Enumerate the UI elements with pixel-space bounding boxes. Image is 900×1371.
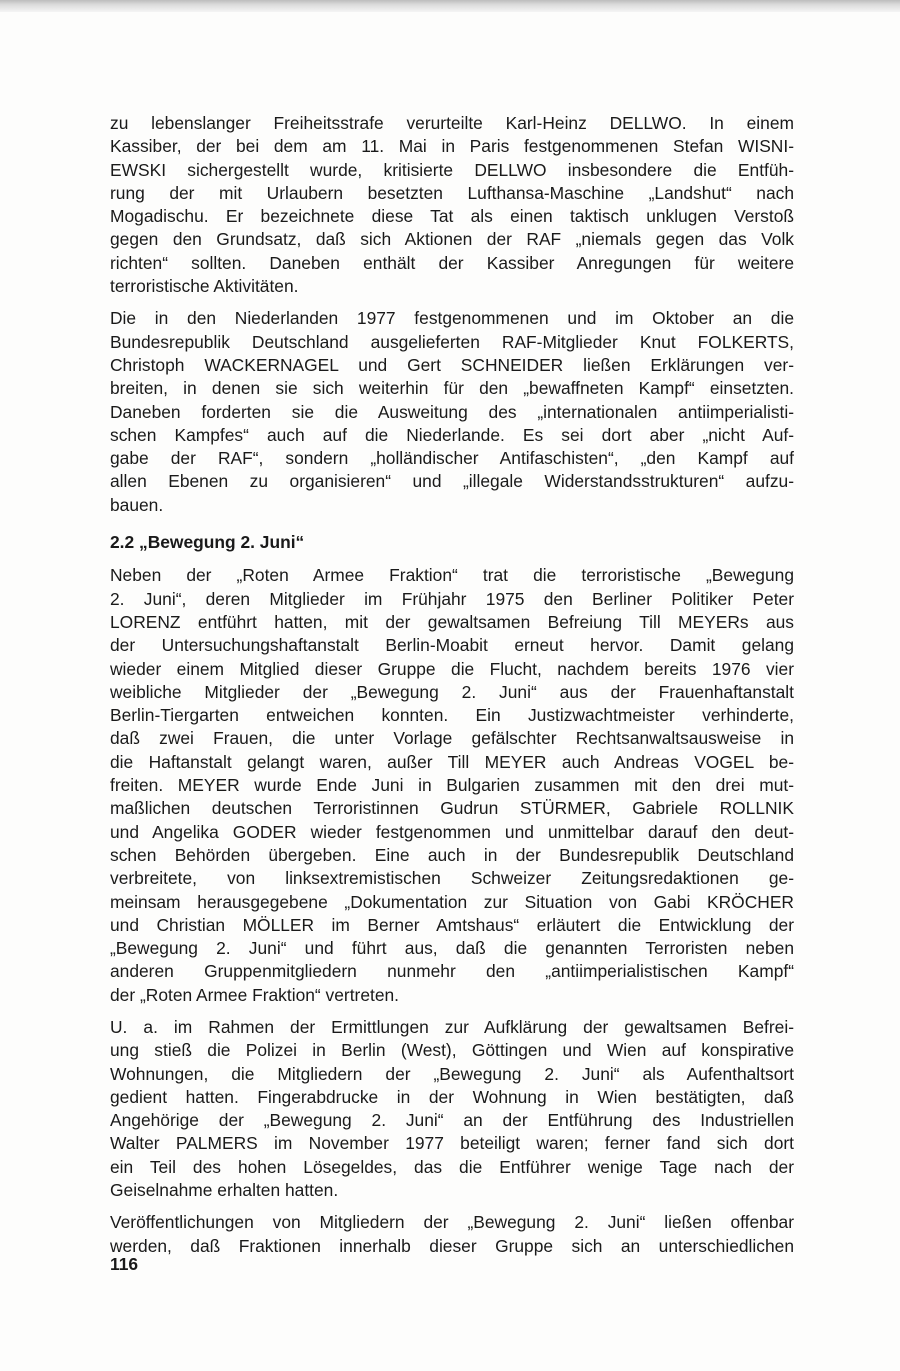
paragraphs-after-heading xyxy=(110,564,794,1258)
text-line: terroristische Aktivitäten. xyxy=(110,276,299,297)
text-line: meinsam herausgegebene „Dokumentation zur Situation von Gabi KRÖCHER xyxy=(110,891,794,912)
text-line: rung der mit Urlaubern besetzten Lufthansa-Maschine „Landshut“ nach xyxy=(110,182,794,203)
text-line: Berlin-Tiergarten entweichen konnten. Ein Justizwachtmeister verhinderte, xyxy=(110,705,794,726)
body-text xyxy=(110,112,794,1267)
paragraphs-before-heading xyxy=(110,112,794,517)
text-line: gedient hatten. Fingerabdrucke in der Wohnung in Wien bestätigten, daß xyxy=(110,1086,794,1107)
text-line: gegen den Grundsatz, daß sich Aktionen der RAF „niemals gegen das Volk xyxy=(110,229,794,250)
text-line: Mogadischu. Er bezeichnete diese Tat als einen taktisch unklugen Verstoß xyxy=(110,206,794,227)
text-line: „Bewegung 2. Juni“ und führt aus, daß die genannten Terroristen neben xyxy=(110,938,794,959)
text-line: Bundesrepublik Deutschland ausgelieferten RAF-Mitglieder Knut FOLKERTS, xyxy=(110,331,794,352)
text-line: Daneben forderten sie die Ausweitung des „internationalen antiimperialisti- xyxy=(110,401,794,422)
text-line: richten“ sollten. Daneben enthält der Kassiber Anregungen für weitere xyxy=(110,252,794,273)
text-line: der Untersuchungshaftanstalt Berlin-Moabit erneut hervor. Damit gelang xyxy=(110,635,794,656)
text-line: Angehörige der „Bewegung 2. Juni“ an der Entführung des Industriellen xyxy=(110,1110,794,1131)
text-line: U. a. im Rahmen der Ermittlungen zur Aufklärung der gewaltsamen Befrei- xyxy=(110,1016,794,1037)
paragraph xyxy=(110,1016,794,1202)
text-line: gabe der RAF“, sondern „holländischer Antifaschisten“, „den Kampf auf xyxy=(110,448,794,469)
text-line: und Angelika GODER wieder festgenommen und unmittelbar darauf den deut- xyxy=(110,821,794,842)
section-heading: 2.2 „Bewegung 2. Juni“ xyxy=(110,532,305,553)
text-line: EWSKI sichergestellt wurde, kritisierte DELLWO insbesondere die Entfüh- xyxy=(110,159,794,180)
paragraph xyxy=(110,112,794,298)
text-line: Veröffentlichungen von Mitgliedern der „Bewegung 2. Juni“ ließen offenbar xyxy=(110,1212,794,1233)
text-line: 2. Juni“, deren Mitglieder im Frühjahr 1975 den Berliner Politiker Peter xyxy=(110,588,794,609)
text-line: weibliche Mitglieder der „Bewegung 2. Juni“ aus der Frauenhaftanstalt xyxy=(110,681,794,702)
text-line: schen Behörden übergeben. Eine auch in der Bundesrepublik Deutschland xyxy=(110,844,794,865)
text-line: Wohnungen, die Mitgliedern der „Bewegung 2. Juni“ als Aufenthaltsort xyxy=(110,1063,794,1084)
text-line: Christoph WACKERNAGEL und Gert SCHNEIDER ließen Erklärungen ver- xyxy=(110,354,794,375)
paragraph xyxy=(110,1211,794,1258)
text-line: zu lebenslanger Freiheitsstrafe verurteilte Karl-Heinz DELLWO. In einem xyxy=(110,113,794,133)
text-line: LORENZ entführt hatten, mit der gewaltsamen Befreiung Till MEYERs aus xyxy=(110,611,794,632)
page-number: 116 xyxy=(110,1254,139,1274)
paragraph xyxy=(110,564,794,1007)
text-line: Die in den Niederlanden 1977 festgenommenen und im Oktober an die xyxy=(110,308,794,329)
scan-top-edge xyxy=(0,0,900,12)
text-line: wieder einem Mitglied dieser Gruppe die Flucht, nachdem bereits 1976 vier xyxy=(110,658,794,679)
text-line: und Christian MÖLLER im Berner Amtshaus“ erläutert die Entwicklung der xyxy=(110,914,794,935)
text-line: schen Kampfes“ auch auf die Niederlande. Es sei dort aber „nicht Auf- xyxy=(110,424,794,445)
text-line: verbreitete, von linksextremistischen Schweizer Zeitungsredaktionen ge- xyxy=(110,868,794,889)
text-line: maßlichen deutschen Terroristinnen Gudrun STÜRMER, Gabriele ROLLNIK xyxy=(110,798,794,819)
text-line: anderen Gruppenmitgliedern nunmehr den „antiimperialistischen Kampf“ xyxy=(110,961,794,982)
text-line: ein Teil des hohen Lösegeldes, das die Entführer wenige Tage nach der xyxy=(110,1156,794,1177)
text-line: der „Roten Armee Fraktion“ vertreten. xyxy=(110,984,399,1005)
text-line: Neben der „Roten Armee Fraktion“ trat die terroristische „Bewegung xyxy=(110,565,794,586)
text-line: Walter PALMERS im November 1977 beteiligt waren; ferner fand sich dort xyxy=(110,1133,794,1154)
text-line: die Haftanstalt gelangt waren, außer Till MEYER auch Andreas VOGEL be- xyxy=(110,751,794,772)
text-line: allen Ebenen zu organisieren“ und „illegale Widerstandsstrukturen“ aufzu- xyxy=(110,471,794,492)
text-line: Kassiber, der bei dem am 11. Mai in Paris festgenommenen Stefan WISNI- xyxy=(110,136,794,157)
text-line: Geiselnahme erhalten hatten. xyxy=(110,1180,339,1201)
text-line: daß zwei Frauen, die unter Vorlage gefälschter Rechtsanwaltsausweise in xyxy=(110,728,794,749)
text-line: breiten, in denen sie sich weiterhin für den „bewaffneten Kampf“ einsetzten. xyxy=(110,378,794,399)
paragraph xyxy=(110,307,794,517)
text-line: freiten. MEYER wurde Ende Juni in Bulgarien zusammen mit den drei mut- xyxy=(110,775,794,796)
text-line: bauen. xyxy=(110,494,164,515)
text-line: werden, daß Fraktionen innerhalb dieser Gruppe sich an unterschiedlichen xyxy=(110,1235,794,1256)
text-line: ung stieß die Polizei in Berlin (West), Göttingen und Wien auf konspirative xyxy=(110,1040,794,1061)
